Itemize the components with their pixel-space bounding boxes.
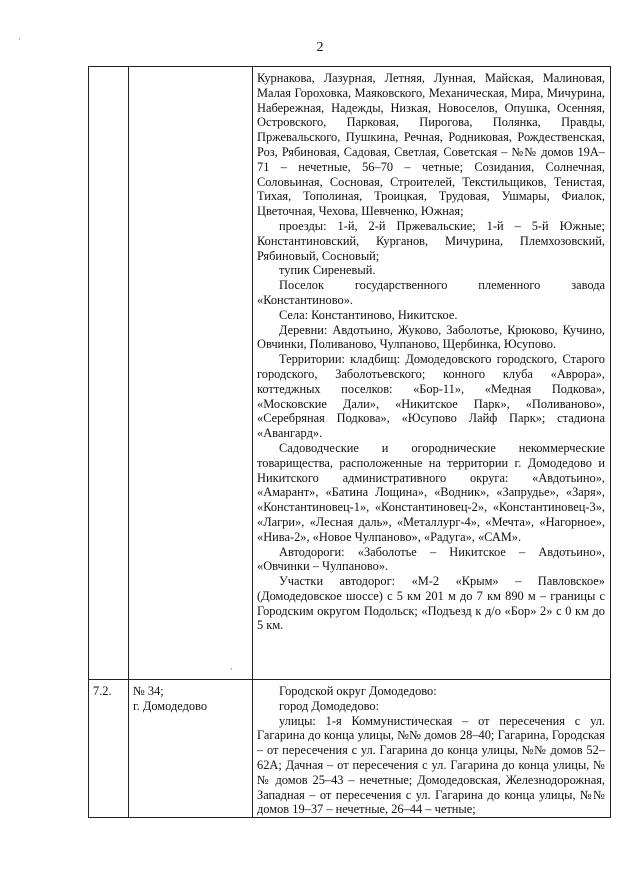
scan-speck: ·: [230, 664, 233, 674]
description-text: [253, 67, 610, 633]
row-number-cell: [89, 680, 129, 818]
districts-table: [88, 66, 611, 818]
paragraph: тупик Сиреневый.: [279, 263, 376, 278]
paragraph: Поселок государственного племенного завода «Константиново».: [257, 278, 605, 307]
row-number-cell: [89, 67, 129, 680]
paragraph: город Домодедово:: [279, 698, 380, 713]
table-row: [89, 67, 611, 680]
paragraph: Городской округ Домодедово:: [279, 684, 437, 698]
description-cell: [253, 67, 611, 680]
page-number: 2: [316, 40, 324, 55]
paragraph: Автодороги: «Заболотье – Никитское – Авдотьино», «Овчинки – Чулпаново».: [257, 544, 605, 574]
row-number: 7.2.: [93, 684, 112, 698]
table-row: [89, 680, 611, 818]
description-cell: [253, 680, 611, 818]
paragraph: улицы: 1-я Коммунистическая – от пересечения с ул. Гагарина до конца улицы, №№ домов 28–40; Гагарина, Городская – от пересечения с ул. Гагарина до конца улицы, №№ домов 52–62А; Дачная – от пересечения с ул. Гагарина до конца улицы, №№ домов 25–43 – нечетные; Домодедовская, Железнодорожная, Западная – от пересечения с ул. Гагарина до конца улицы, №№ домов 19–37 – нечетные, 26–44 – четные;: [257, 713, 605, 817]
paragraph: проезды: 1-й, 2-й Пржевальские; 1-й – 5-й Южные; Константиновский, Курганов, Мичурина, Племхозовский, Рябиновый, Сосновый;: [257, 218, 605, 263]
paragraph: Села: Константиново, Никитское.: [279, 307, 458, 322]
paragraph: Участки автодорог: «М-2 «Крым» – Павловское» (Домодедовское шоссе) с 5 км 201 м до 7 км 890 м – границы с Городским округом Подольск; «Подъезд к д/о «Бор» 2» с 0 км до 5 км.: [257, 574, 605, 633]
paragraph: Садоводческие и огороднические некоммерческие товарищества, расположенные на территории г. Домодедово и Никитского административного округа: «Авдотьино», «Амарант», «Батина Лощина», «Водник», «Запрудье», «Заря», «Константиновец-1», «Константиновец-2», «Константиновец-3», «Лагри», «Лесная даль», «Металлург-4», «Мечта», «Нагорное», «Нива-2», «Новое Чулпаново», «Радуга», «САМ».: [257, 440, 605, 544]
district-name-cell: [129, 67, 253, 680]
paragraph: Территории: кладбищ: Домодедовского городского, Старого городского, Заболотьевского; конного клуба «Аврора», коттеджных поселков: «Бор-11», «Медная Подкова», «Московские Дали», «Никитское Парк», «Поливаново», «Серебряная Подкова», «Юсупово Лайф Парк»; стадиона «Авангард».: [257, 352, 605, 441]
district-name-cell: [129, 680, 253, 818]
district-number: № 34;: [133, 684, 164, 698]
district-center: г. Домодедово: [133, 698, 208, 713]
scan-speck: ·: [18, 34, 21, 44]
description-text: [253, 680, 610, 817]
paragraph: Деревни: Авдотьино, Жуково, Заболотье, Крюково, Кучино, Овчинки, Поливаново, Чулпаново, Щербинка, Юсупово.: [257, 322, 605, 352]
paragraph: Курнакова, Лазурная, Летняя, Лунная, Майская, Малиновая, Малая Гороховка, Маяковского, Механическая, Мира, Мичурина, Набережная, Надежды, Низкая, Новоселов, Опушка, Осенняя, Островского, Парковая, Пирогова, Полянка, Правды, Пржевальского, Пушкина, Речная, Родниковая, Рождественская, Роз, Рябиновая, Садовая, Светлая, Советская – №№ домов 19А–71 – нечетные, 56–70 – четные; Созидания, Солнечная, Соловьиная, Сосновая, Строителей, Текстильщиков, Тенистая, Тихая, Тополиная, Троицкая, Трудовая, Ушмары, Фиалок, Цветочная, Чехова, Шевченко, Южная;: [257, 71, 605, 219]
